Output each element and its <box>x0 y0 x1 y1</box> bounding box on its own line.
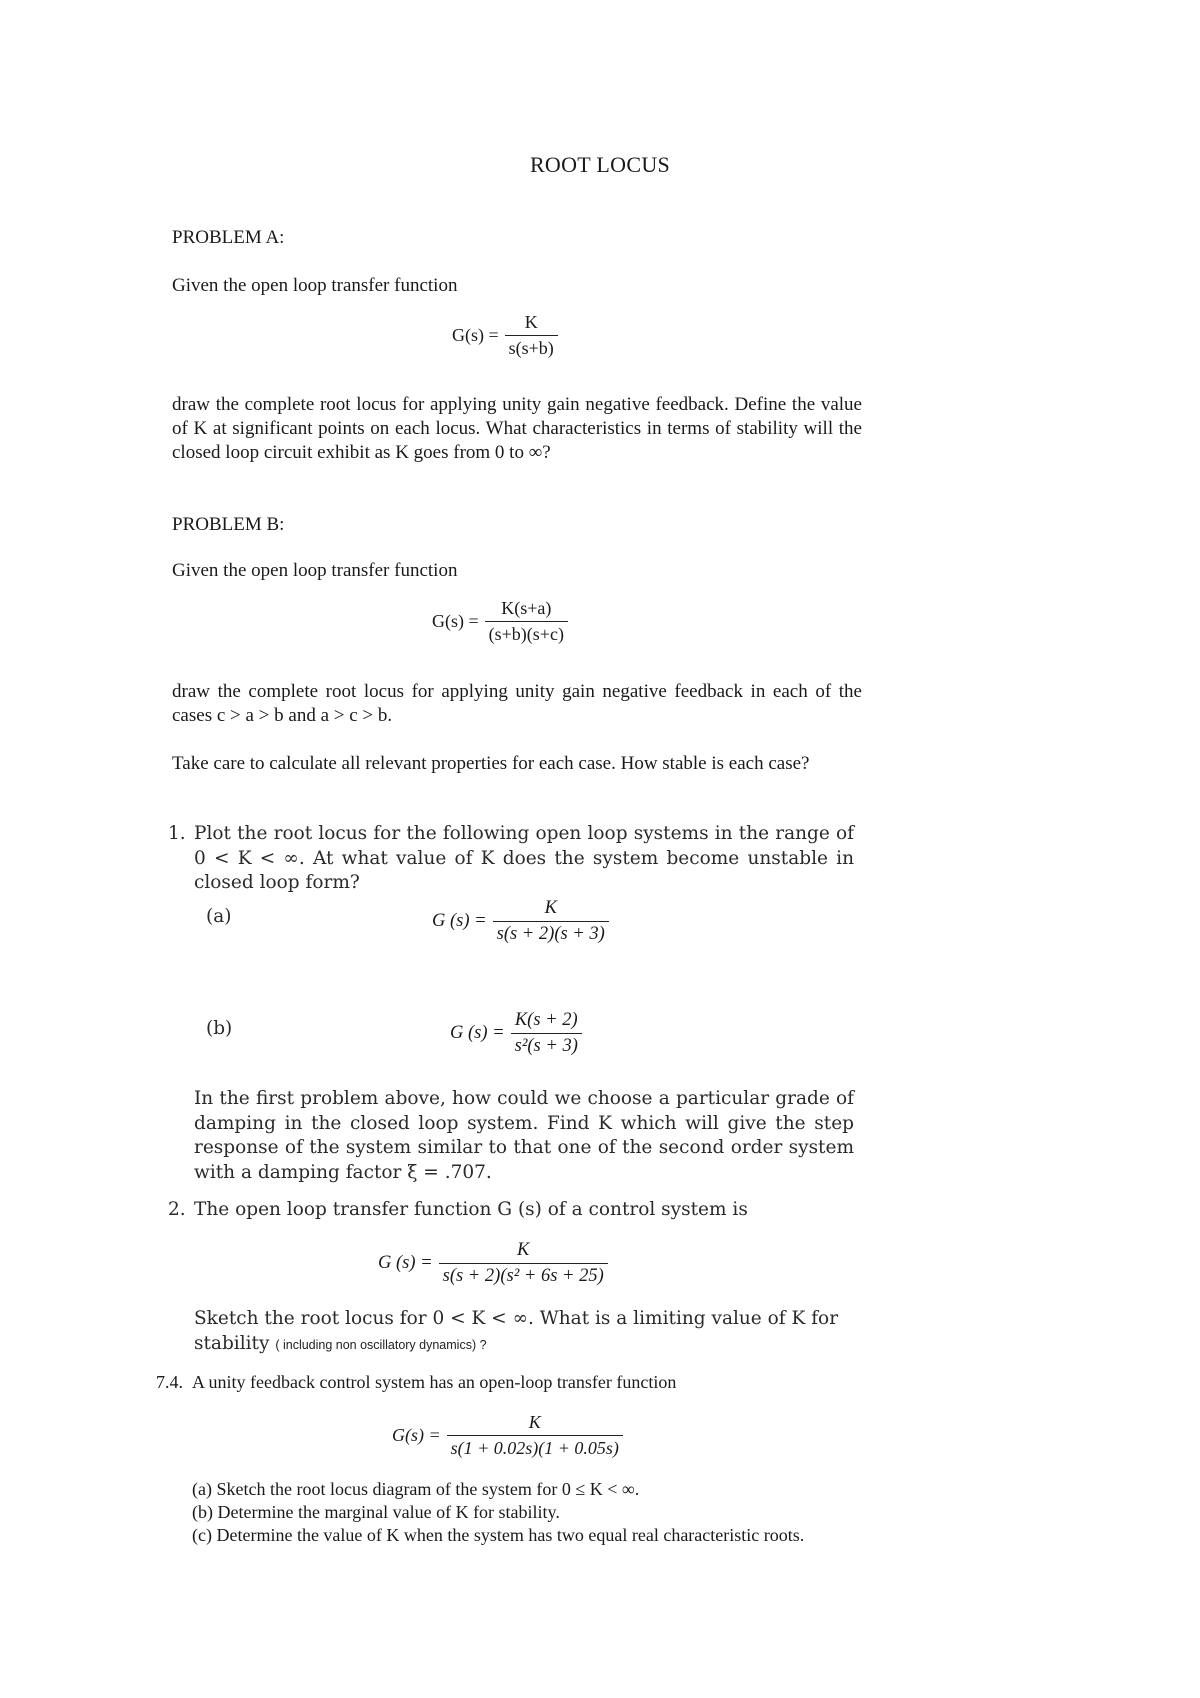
q2-equation <box>378 1240 608 1287</box>
equation-fraction <box>493 898 609 945</box>
equation-lhs: G (s) = <box>378 1253 433 1273</box>
equation-lhs: G (s) = <box>450 1023 505 1043</box>
problem-a-equation <box>452 312 558 359</box>
equation-denominator: s²(s + 3) <box>511 1033 582 1057</box>
equation-denominator: (s+b)(s+c) <box>485 621 568 645</box>
equation-fraction <box>447 1412 623 1459</box>
problem-b-equation <box>432 598 568 645</box>
q74-part-a: (a) Sketch the root locus diagram of the system for 0 ≤ K < ∞. <box>192 1479 640 1499</box>
problem-a-heading: PROBLEM A: <box>172 227 285 248</box>
problem-b-body: draw the complete root locus for applying unity gain negative feedback in each of the cases c > a > b and a > c > b. <box>172 681 862 726</box>
q74-part-c: (c) Determine the value of K when the system has two equal real characteristic roots. <box>192 1525 805 1545</box>
equation-fraction <box>439 1240 608 1287</box>
q1-followup: In the first problem above, how could we choose a particular grade of damping in the closed loop system. Find K which will give the step response of the system similar to that one of the second order system with a damping factor ξ = .707. <box>194 1088 854 1183</box>
page-title: ROOT LOCUS <box>529 152 671 177</box>
equation-numerator: K <box>517 1240 530 1260</box>
equation-numerator: K(s + 2) <box>514 1010 578 1030</box>
q1-part-b-label: (b) <box>206 1018 233 1039</box>
problem-b-question: Take care to calculate all relevant properties for each case. How stable is each case? <box>172 753 810 774</box>
q2-followup <box>194 1307 854 1357</box>
q74-equation <box>392 1412 623 1459</box>
problem-a-intro: Given the open loop transfer function <box>172 275 458 296</box>
equation-numerator: K <box>524 312 538 332</box>
q74-parts <box>192 1478 952 1547</box>
problem-a-body: draw the complete root locus for applying unity gain negative feedback. Define the value of K at significant points on each locus. What characteristics in terms of stability will the closed loop circuit exhibit as K goes from 0 to ∞? <box>172 394 862 463</box>
q2-followup-note: ( including non oscillatory dynamics) ? <box>275 1337 487 1352</box>
q1-part-a-equation <box>432 898 609 945</box>
q2-text: The open loop transfer function G (s) of a control system is <box>194 1199 748 1220</box>
equation-fraction <box>511 1010 582 1057</box>
q2-followup-text: Sketch the root locus for 0 < K < ∞. What is a limiting value of K for stability <box>194 1308 839 1354</box>
equation-denominator: s(1 + 0.02s)(1 + 0.05s) <box>447 1435 623 1459</box>
equation-fraction <box>505 312 558 359</box>
equation-numerator: K <box>544 898 557 918</box>
q1-text: Plot the root locus for the following open loop systems in the range of 0 < K < ∞. At what value of K does the system become unstable in closed loop form? <box>194 823 854 893</box>
q1-number: 1. <box>168 823 186 844</box>
q74-part-b: (b) Determine the marginal value of K for stability. <box>192 1502 560 1522</box>
equation-fraction <box>485 598 568 645</box>
equation-numerator: K <box>528 1412 541 1432</box>
q1-part-a-label: (a) <box>206 906 232 927</box>
equation-lhs: G (s) = <box>432 911 487 931</box>
equation-lhs: G(s) = <box>392 1425 441 1445</box>
equation-denominator: s(s + 2)(s² + 6s + 25) <box>439 1263 608 1287</box>
problem-b-heading: PROBLEM B: <box>172 514 285 535</box>
equation-numerator: K(s+a) <box>501 598 552 618</box>
q74-number: 7.4. <box>156 1372 183 1392</box>
equation-lhs: G(s) = <box>452 325 499 345</box>
q2-number: 2. <box>168 1199 186 1220</box>
equation-denominator: s(s + 2)(s + 3) <box>493 921 609 945</box>
equation-lhs: G(s) = <box>432 611 479 631</box>
equation-denominator: s(s+b) <box>505 335 558 359</box>
q74-text: A unity feedback control system has an open-loop transfer function <box>192 1372 677 1392</box>
q1-part-b-equation <box>450 1010 582 1057</box>
problem-b-intro: Given the open loop transfer function <box>172 560 458 581</box>
